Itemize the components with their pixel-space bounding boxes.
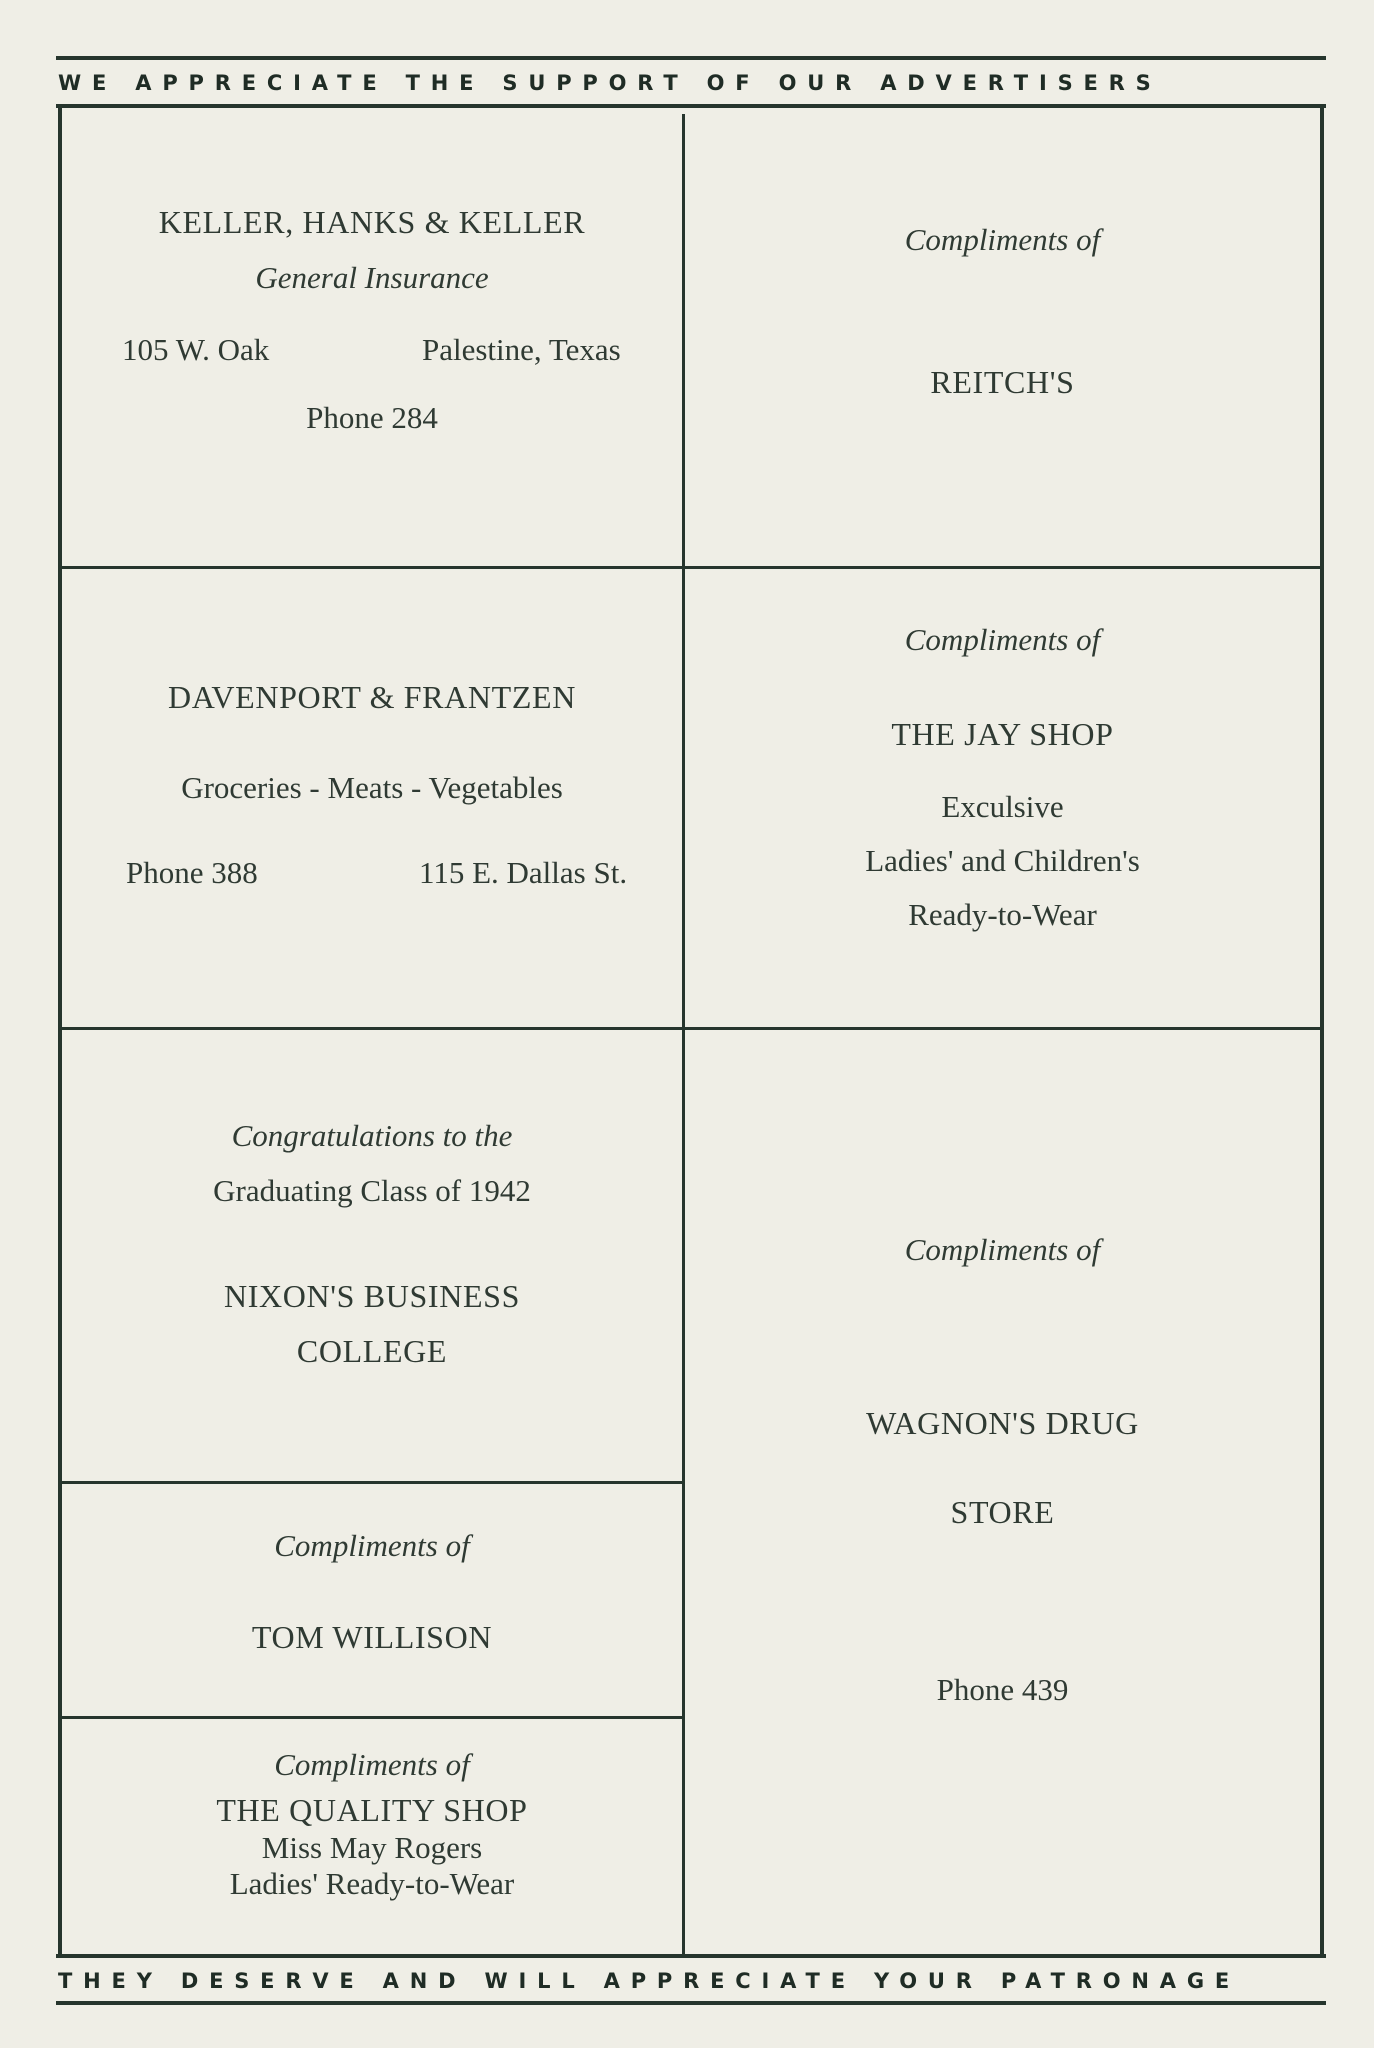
ad-reitchs [685,108,1320,566]
ad-compliments: Compliments of [904,622,1101,657]
ad-name-line-2: STORE [950,1494,1055,1530]
ad-name: KELLER, HANKS & KELLER [158,204,586,240]
ad-davenport-frantzen [62,569,682,1027]
top-rule-upper [56,56,1326,60]
ad-name: TOM WILLISON [251,1619,493,1655]
ad-line-1: Exculsive [941,789,1064,824]
ad-the-quality-shop [62,1719,682,1954]
ad-the-jay-shop [685,569,1320,1027]
ad-line-2: Ladies' and Children's [865,843,1140,878]
ad-compliments: Compliments of [904,222,1101,257]
bottom-rule-upper [56,1954,1326,1958]
ad-phone: Phone 439 [936,1672,1069,1707]
ad-line-1: Miss May Rogers [261,1830,483,1865]
ad-compliments: Compliments of [274,1747,470,1782]
ad-tagline: General Insurance [255,260,489,295]
ad-name-line-2: COLLEGE [296,1333,448,1369]
ad-line-1: Congratulations to the [231,1118,513,1153]
ad-line-2: Graduating Class of 1942 [213,1173,531,1208]
ad-phone: Phone 284 [306,400,438,435]
ad-tom-willison [62,1484,682,1716]
ad-name-line-1: NIXON'S BUSINESS [223,1278,521,1314]
header-banner [58,65,1328,101]
footer-banner [58,1963,1328,1999]
ad-keller-hanks-keller [62,108,682,566]
ad-name: DAVENPORT & FRANTZEN [168,679,576,715]
ad-name: THE QUALITY SHOP [216,1792,528,1828]
ad-wagnons-drug-store [685,1030,1320,1954]
ad-address: 115 E. Dallas St. [419,855,628,890]
ad-tagline: Groceries - Meats - Vegetables [181,770,563,805]
ad-nixons-business-college [62,1030,682,1481]
footer-banner-text: THEY DESERVE AND WILL APPRECIATE YOUR PATRONAGE [58,1969,1241,1993]
ad-city: Palestine, Texas [422,332,621,367]
ad-name: REITCH'S [930,364,1075,400]
ad-compliments: Compliments of [904,1232,1101,1267]
ad-line-2: Ladies' Ready-to-Wear [229,1866,515,1901]
ad-phone: Phone 388 [126,855,258,890]
bottom-rule-lower [56,2001,1326,2005]
ad-name: THE JAY SHOP [891,716,1114,752]
ad-address: 105 W. Oak [122,332,270,367]
ad-line-3: Ready-to-Wear [908,897,1097,932]
ad-name-line-1: WAGNON'S DRUG [866,1405,1139,1441]
header-banner-text: WE APPRECIATE THE SUPPORT OF OUR ADVERTISERS [58,71,1162,95]
ad-compliments: Compliments of [274,1528,470,1563]
